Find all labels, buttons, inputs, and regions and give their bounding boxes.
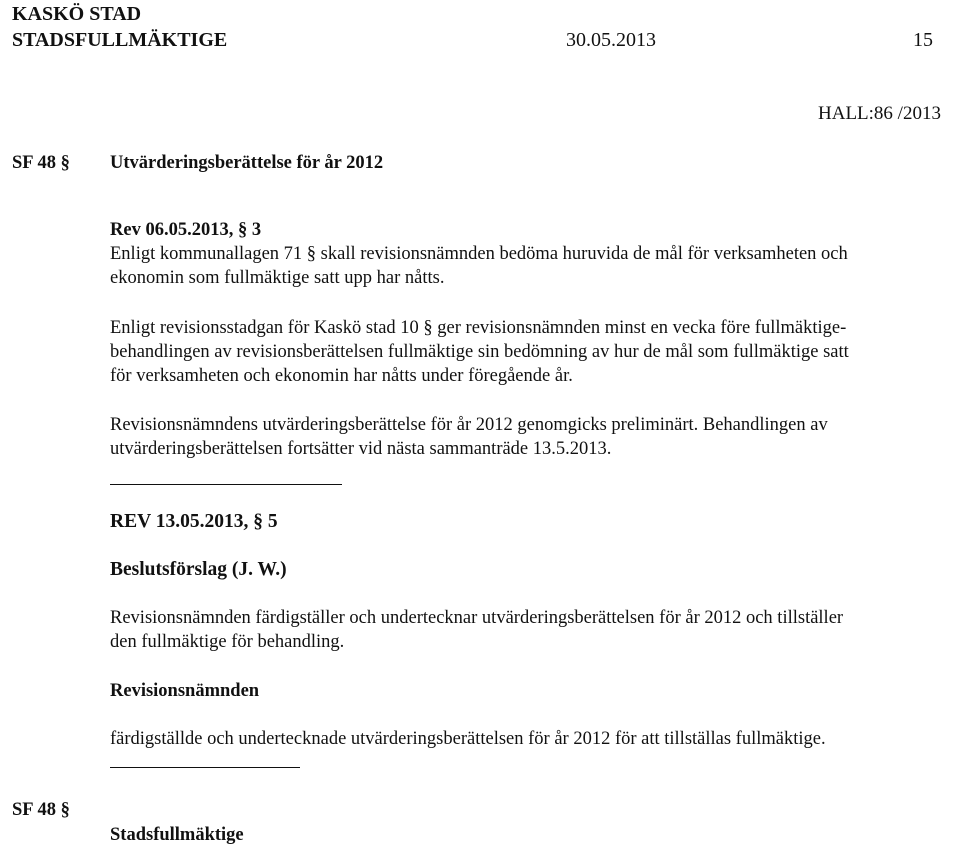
header-body-name: STADSFULLMÄKTIGE xyxy=(12,29,228,51)
paragraph-line: Enligt kommunallagen 71 § skall revisionsnämnden bedöma huruvida de mål för verksamheten och xyxy=(110,244,848,264)
header-page-number: 15 xyxy=(913,29,933,51)
paragraph-audit-rules xyxy=(110,316,955,388)
paragraph-line: Enligt revisionsstadgan för Kaskö stad 10 § ger revisionsnämnden minst en vecka före fullmäktige- xyxy=(110,318,847,338)
paragraph-preliminary-review xyxy=(110,413,955,461)
paragraph-decision: färdigställde och undertecknade utvärderingsberättelsen för år 2012 för att tillställas fullmäktige. xyxy=(110,729,826,749)
paragraph-proposal xyxy=(110,606,955,654)
footer-section-number: SF 48 § xyxy=(12,800,70,820)
proposal-heading: Beslutsförslag (J. W.) xyxy=(110,559,287,580)
paragraph-line: behandlingen av revisionsberättelsen fullmäktige sin bedömning av hur de mål som fullmäktige satt xyxy=(110,342,849,362)
paragraph-line: den fullmäktige för behandling. xyxy=(110,632,345,652)
paragraph-line: Revisionsnämndens utvärderingsberättelse för år 2012 genomgicks preliminärt. Behandlingen av xyxy=(110,415,828,435)
section-title: Utvärderingsberättelse för år 2012 xyxy=(110,153,384,173)
registry-number: HALL:86 /2013 xyxy=(818,103,941,124)
header-organization: KASKÖ STAD xyxy=(12,3,142,25)
decision-heading: Revisionsnämnden xyxy=(110,681,260,701)
paragraph-municipal-law xyxy=(110,242,955,290)
section-number: SF 48 § xyxy=(12,153,70,173)
paragraph-line: Revisionsnämnden färdigställer och undertecknar utvärderingsberättelsen för år 2012 och tillställer xyxy=(110,608,844,628)
header-date: 30.05.2013 xyxy=(566,29,656,51)
separator-line xyxy=(110,484,342,485)
paragraph-line: ekonomin som fullmäktige satt upp har nåtts. xyxy=(110,268,445,288)
paragraph-line: för verksamheten och ekonomin har nåtts under föregående år. xyxy=(110,366,573,386)
separator-line xyxy=(110,767,300,768)
rev1-heading: Rev 06.05.2013, § 3 xyxy=(110,220,262,240)
paragraph-line: utvärderingsberättelsen fortsätter vid nästa sammanträde 13.5.2013. xyxy=(110,439,612,459)
rev2-heading: REV 13.05.2013, § 5 xyxy=(110,511,278,532)
council-heading: Stadsfullmäktige xyxy=(110,825,244,845)
